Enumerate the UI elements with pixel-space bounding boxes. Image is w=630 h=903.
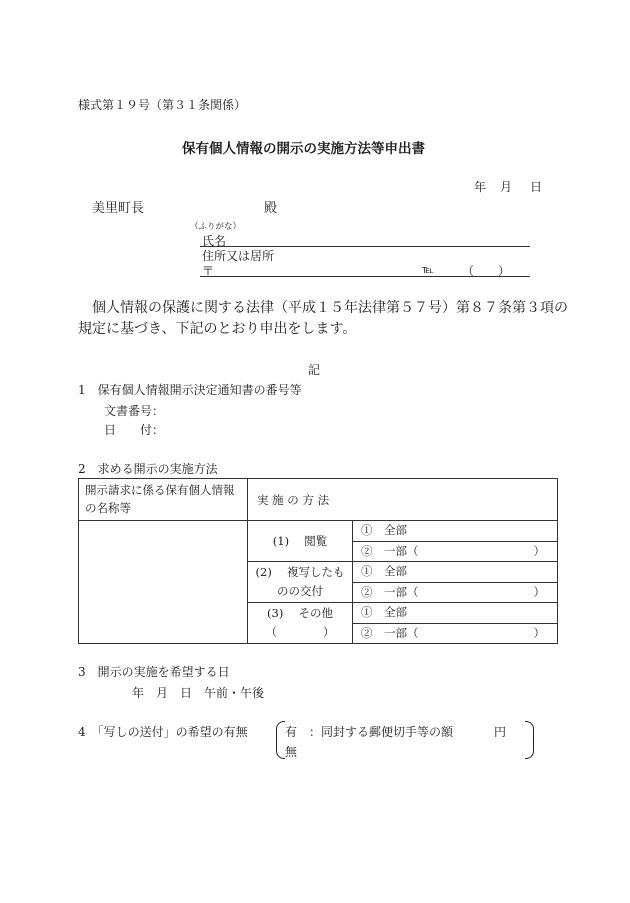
option-1-partial[interactable]: [353, 542, 557, 562]
right-bracket: [525, 721, 534, 759]
option-cell-1: [353, 521, 558, 562]
date-day: 日: [530, 180, 543, 194]
method-2-sub: のの交付: [277, 584, 323, 598]
option-2-partial-label: ② 一部（: [361, 584, 419, 599]
form-number: 様式第１９号（第３１条関係）: [78, 98, 247, 112]
method-2-label: (2) 複写したも: [255, 565, 345, 579]
col1-header-line-1: 開示請求に係る保有個人情報: [85, 483, 235, 497]
section-3-heading: 3 開示の実施を希望する日: [78, 665, 230, 679]
ki-heading: 記: [308, 363, 321, 377]
tel-label: ℡: [422, 263, 434, 276]
col1-header-line-2: の名称等: [85, 501, 131, 515]
applicant-name-label: 氏名: [202, 234, 227, 248]
method-cell-1: [248, 521, 353, 562]
section-2-heading: 2 求める開示の実施方法: [78, 462, 218, 476]
statement-line-2: 規定に基づき、下記のとおり申出をします。: [78, 321, 357, 337]
option-2-partial[interactable]: [353, 583, 557, 603]
date-year: 年: [474, 180, 487, 194]
addressee-name: 美里町長: [92, 201, 145, 216]
applicant-address-label: 住所又は居所: [202, 249, 275, 263]
tel-parens: （ ）: [462, 264, 511, 278]
option-cell-2: [353, 562, 558, 603]
page-title: 保有個人情報の開示の実施方法等申出書: [182, 141, 425, 157]
option-2-all[interactable]: ① 全部: [353, 562, 557, 583]
address-underline: [200, 276, 530, 277]
date-month: 月: [500, 180, 513, 194]
option-3-all[interactable]: ① 全部: [353, 603, 557, 624]
method-1-label: (1) 閲覧: [272, 533, 328, 548]
option-3-partial[interactable]: [353, 624, 557, 644]
section-1-heading: 1 保有個人情報開示決定通知書の番号等: [78, 383, 302, 397]
option-3-partial-close: ）: [533, 625, 545, 640]
section-4-yen: 円: [494, 725, 507, 739]
method-3-label: (3) その他: [267, 606, 333, 620]
section-4-heading: 4 「写しの送付」の希望の有無: [78, 725, 248, 739]
section-4-no[interactable]: 無: [285, 745, 298, 759]
doc-number-label: 文書番号：: [104, 404, 165, 418]
col1-header: [79, 479, 248, 521]
col2-header: 実 施 の 方 法: [248, 479, 558, 521]
option-3-partial-label: ② 一部（: [361, 625, 419, 640]
left-bracket: [276, 721, 285, 759]
doc-date-label: 日 付：: [104, 423, 165, 437]
method-cell-3: [248, 603, 353, 644]
option-1-partial-label: ② 一部（: [361, 543, 419, 558]
method-table: [78, 478, 558, 644]
section-3-date-line: 年 月 日 午前・午後: [132, 686, 265, 700]
info-name-cell[interactable]: [79, 521, 248, 644]
addressee-honorific: 殿: [264, 201, 278, 216]
option-1-all[interactable]: ① 全部: [353, 521, 557, 542]
option-2-partial-close: ）: [533, 584, 545, 599]
method-cell-2: [248, 562, 353, 603]
statement-line-1: 個人情報の保護に関する法律（平成１５年法律第５７号）第８７条第３項の: [92, 300, 568, 316]
option-1-partial-close: ）: [533, 543, 545, 558]
postal-mark: 〒: [202, 264, 215, 278]
method-3-sub: （ ）: [265, 625, 335, 639]
option-cell-3: [353, 603, 558, 644]
furigana-label: （ふりがな）: [190, 222, 242, 232]
section-4-yes[interactable]: 有 ：同封する郵便切手等の額: [285, 725, 454, 739]
